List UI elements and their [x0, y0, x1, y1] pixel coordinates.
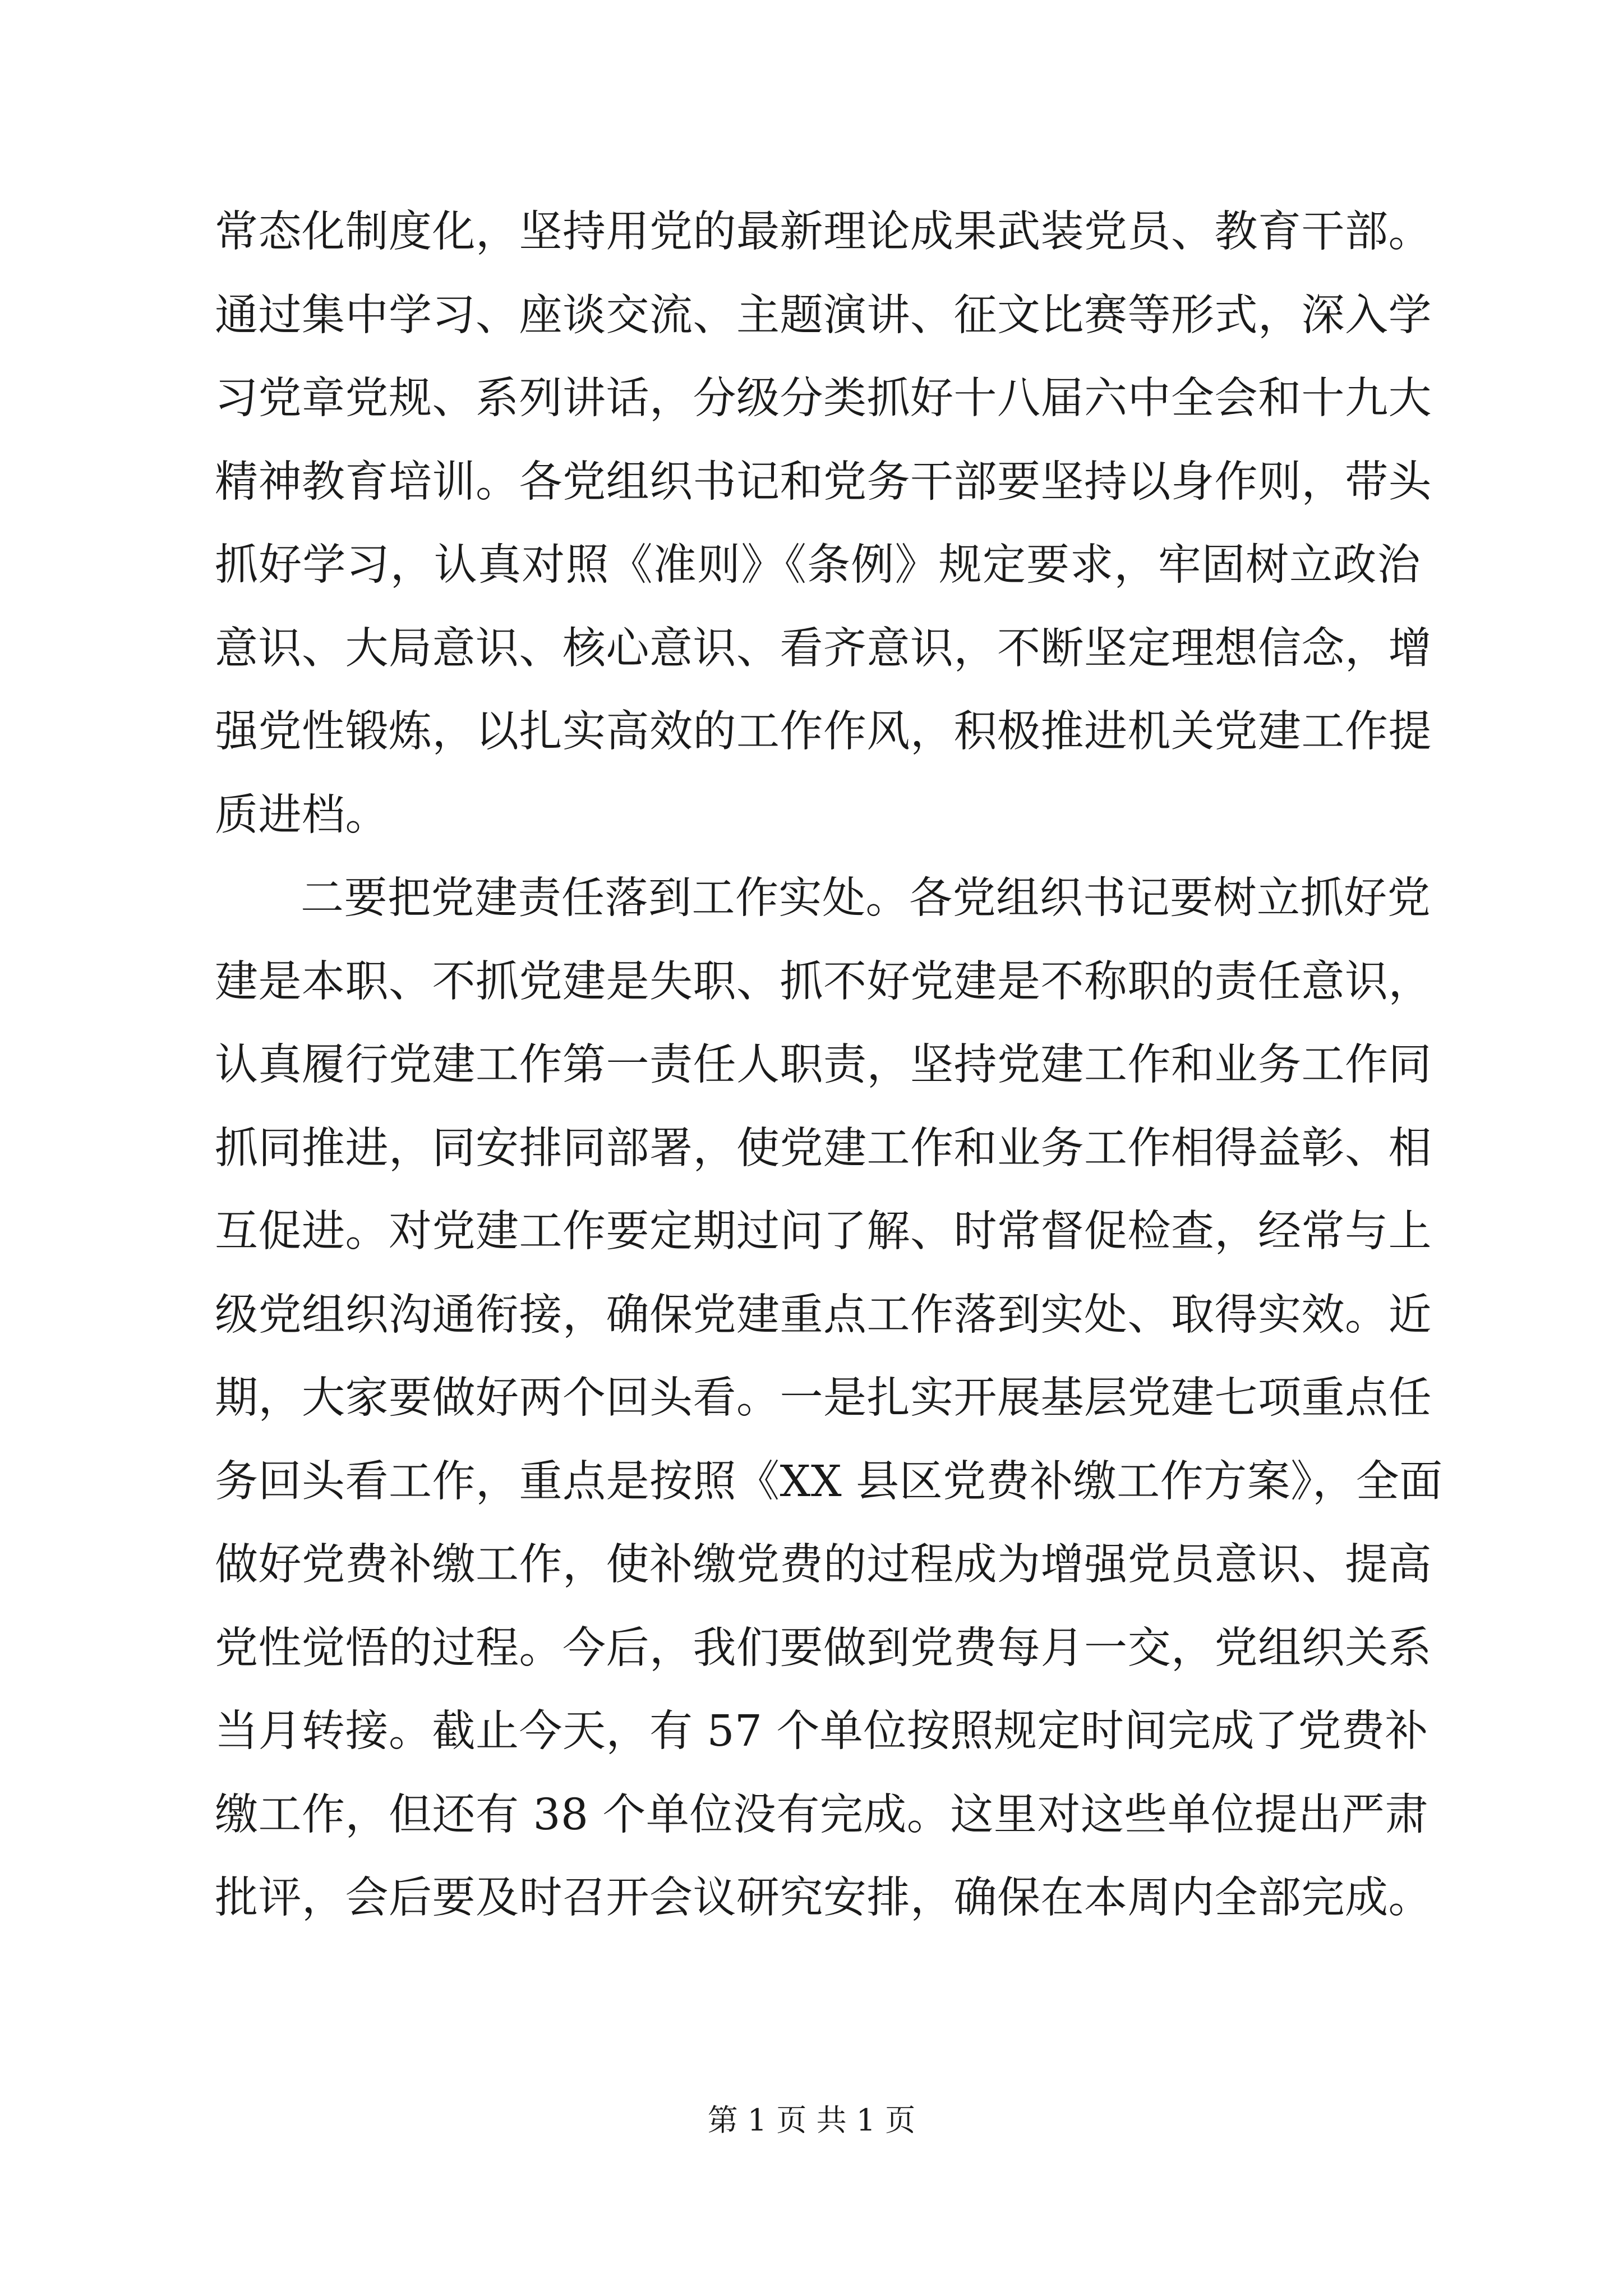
text-line: 意识、大局意识、核心意识、看齐意识，不断坚定理想信念，增: [215, 623, 1432, 674]
text-line: 缴工作，但还有 38 个单位没有完成。这里对这些单位提出严肃: [215, 1789, 1428, 1840]
document-body: [215, 191, 1443, 1940]
text-line: 期，大家要做好两个回头看。一是扎实开展基层党建七项重点任: [215, 1373, 1432, 1423]
text-line: 批评，会后要及时召开会议研究安排，确保在本周内全部完成。: [215, 1873, 1432, 1923]
text-line: 常态化制度化，坚持用党的最新理论成果武装党员、教育干部。: [215, 207, 1432, 257]
text-line: 强党性锻炼，以扎实高效的工作作风，积极推进机关党建工作提: [215, 707, 1432, 757]
text-line: 抓好学习，认真对照《准则》《条例》规定要求，牢固树立政治: [215, 540, 1421, 590]
text-line: 精神教育培训。各党组织书记和党务干部要坚持以身作则，带头: [215, 457, 1432, 507]
text-line: 建是本职、不抓党建是失职、抓不好党建是不称职的责任意识，: [215, 956, 1432, 1007]
text-line: 做好党费补缴工作，使补缴党费的过程成为增强党员意识、提高: [215, 1540, 1432, 1590]
text-line: 抓同推进，同安排同部署，使党建工作和业务工作相得益彰、相: [215, 1123, 1432, 1174]
page-number-footer: 第 1 页 共 1 页: [707, 2102, 916, 2138]
text-line: 级党组织沟通衔接，确保党建重点工作落到实处、取得实效。近: [215, 1290, 1432, 1340]
text-line: 认真履行党建工作第一责任人职责，坚持党建工作和业务工作同: [215, 1040, 1432, 1090]
text-line: 质进档。: [215, 790, 389, 840]
text-line: 通过集中学习、座谈交流、主题演讲、征文比赛等形式，深入学: [215, 290, 1432, 341]
text-line: 二要把党建责任落到工作实处。各党组织书记要树立抓好党: [301, 873, 1431, 923]
text-line: 当月转接。截止今天，有 57 个单位按照规定时间完成了党费补: [215, 1706, 1428, 1756]
text-line: 务回头看工作，重点是按照《XX 县区党费补缴工作方案》，全面: [215, 1456, 1443, 1507]
text-line: 党性觉悟的过程。今后，我们要做到党费每月一交，党组织关系: [215, 1623, 1432, 1673]
text-line: 互促进。对党建工作要定期过问了解、时常督促检查，经常与上: [215, 1207, 1432, 1257]
text-line: 习党章党规、系列讲话，分级分类抓好十八届六中全会和十九大: [215, 374, 1432, 424]
